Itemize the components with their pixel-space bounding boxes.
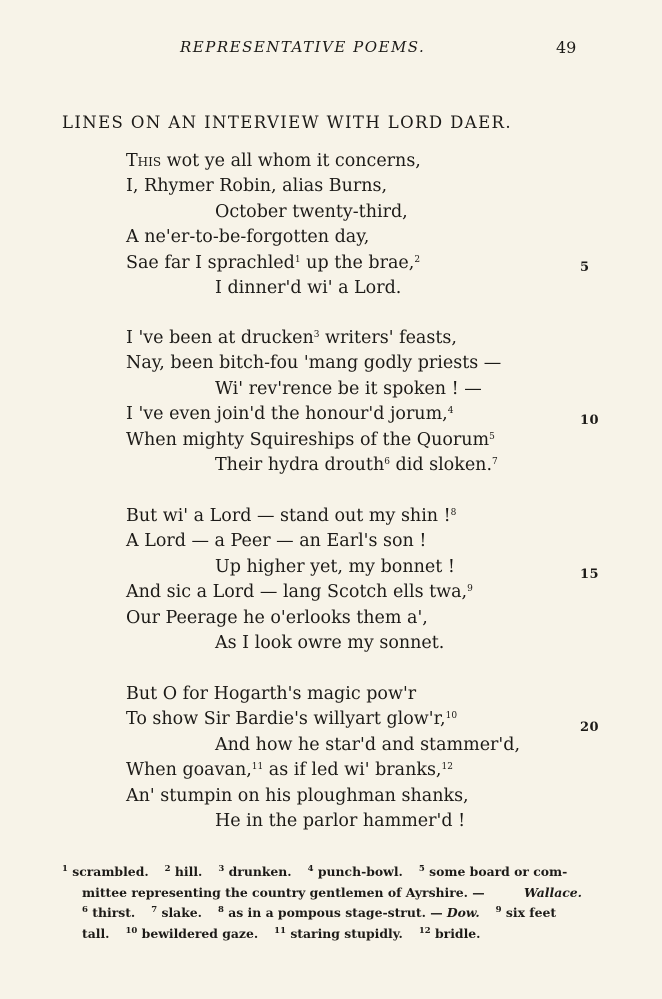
poem-line: I, Rhymer Robin, alias Burns, [126,176,388,197]
footnote-marker: 6 [384,457,390,467]
footnote-marker: 10 [125,925,138,936]
poem-line: Up higher yet, my bonnet ! [215,556,455,577]
footnote-item: $^5$ some board or com- [418,864,568,879]
poem-line: I 've even join'd the honour'd jorum,$^4$ [126,404,454,425]
footnote-item: $^{12}$ bridle. [418,925,481,941]
poem-line: As I look owre my sonnet. [215,633,445,653]
footnote-marker: 2 [414,254,421,265]
footnote-item: $^8$ as in a pompous stage-strut. — Dow. [217,905,480,920]
poem-line: And sic a Lord — lang Scotch ells twa,$^9$ [126,582,473,603]
footnote-item: $^7$ slake. [151,905,202,920]
footnote-marker: 3 [218,864,225,874]
footnote-marker: 9 [495,905,502,915]
footnote-marker: 12 [418,925,431,936]
footnote-line [62,924,582,945]
footnote-marker: 9 [467,584,473,595]
poem-line: He in the parlor hammer'd ! [215,811,466,831]
footnote-marker: 7 [151,905,158,915]
poem-line: I dinner'd wi' a Lord. [215,278,402,298]
poem-line: When goavan,$^{11}$ as if led wi' branks,$^{12}$ [126,760,453,781]
line-number: 15 [580,567,600,582]
footnote-marker: 12 [441,762,453,773]
footnote-marker: 5 [418,864,425,874]
poem-line: But wi' a Lord — stand out my shin !$^8$ [126,506,457,526]
footnote-marker: 3 [313,330,320,340]
poem-line: Nay, been bitch-fou 'mang godly priests — [126,353,502,374]
footnote-item: tall. [82,925,110,941]
footnote-marker: 2 [164,864,171,874]
poem-line: Our Peerage he o'erlooks them a', [126,607,428,628]
footnote-item: $^{11}$ staring stupidly. [274,925,403,941]
poem-line: Their hydra drouth$^6$ did sloken.$^7$ [215,455,498,475]
footnote-item: $^{10}$ bewildered gaze. [125,925,259,941]
poem-line: And how he star'd and stammer'd, [215,734,521,755]
line-number: 10 [580,413,600,428]
footnote-marker: 8 [217,905,224,915]
line-number: 20 [580,720,600,735]
footnote-item: $^3$ drunken. [218,864,292,879]
poem-line: A Lord — a Peer — an Earl's son ! [126,531,427,552]
poem-title: LINES ON AN INTERVIEW WITH LORD DAER. [62,113,512,132]
poem-line: Sae far I sprachled$^1$ up the brae,$^2$ [126,252,421,273]
footnote-text: mittee representing the country gentlemen of Ayrshire. — [82,884,485,900]
running-head [0,38,662,62]
footnote-source: Wallace. [523,884,582,900]
footnote-line [62,862,582,883]
footnote-marker: 8 [450,508,457,518]
poem-line: To show Sir Bardie's willyart glow'r,$^{10}$ [126,709,458,730]
footnote-marker: 11 [274,925,286,936]
footnote-item: $^2$ hill. [164,864,203,879]
poem-line: I 've been at drucken$^3$ writers' feasts, [126,328,457,348]
footnote-source: Dow. [446,905,480,920]
poem-line: A ne'er-to-be-forgotten day, [126,227,370,248]
footnote-marker: 1 [62,864,68,874]
footnote-item: $^4$ punch-bowl. [307,864,403,879]
poem-line: This wot ye all whom it concerns, [126,151,421,171]
poem-line: An' stumpin on his ploughman shanks, [126,785,469,806]
footnote-line [62,903,582,924]
footnote-marker: 7 [492,457,498,467]
poem-line: But O for Hogarth's magic pow'r [126,684,417,704]
poem-line: Wi' rev'rence be it spoken ! — [215,378,482,399]
poem-line: October twenty-third, [215,201,408,222]
footnote-marker: 5 [489,431,495,442]
footnote-marker: 11 [251,762,264,773]
poem-line: When mighty Squireships of the Quorum$^5$ [126,429,495,450]
footnotes [62,862,582,944]
footnote-item: $^6$ thirst. [82,905,136,920]
footnote-line [62,883,582,904]
footnote-item: $^1$ scrambled. [62,864,149,879]
page-number: 49 [556,38,577,57]
running-title: REPRESENTATIVE POEMS. [180,38,426,56]
footnote-marker: 6 [82,905,88,915]
footnote-marker: 4 [447,406,454,417]
footnote-marker: 10 [445,711,458,722]
line-number: 5 [580,260,590,275]
footnote-item: $^9$ six feet [495,905,557,920]
footnote-marker: 4 [307,864,314,874]
footnote-marker: 1 [294,254,301,265]
